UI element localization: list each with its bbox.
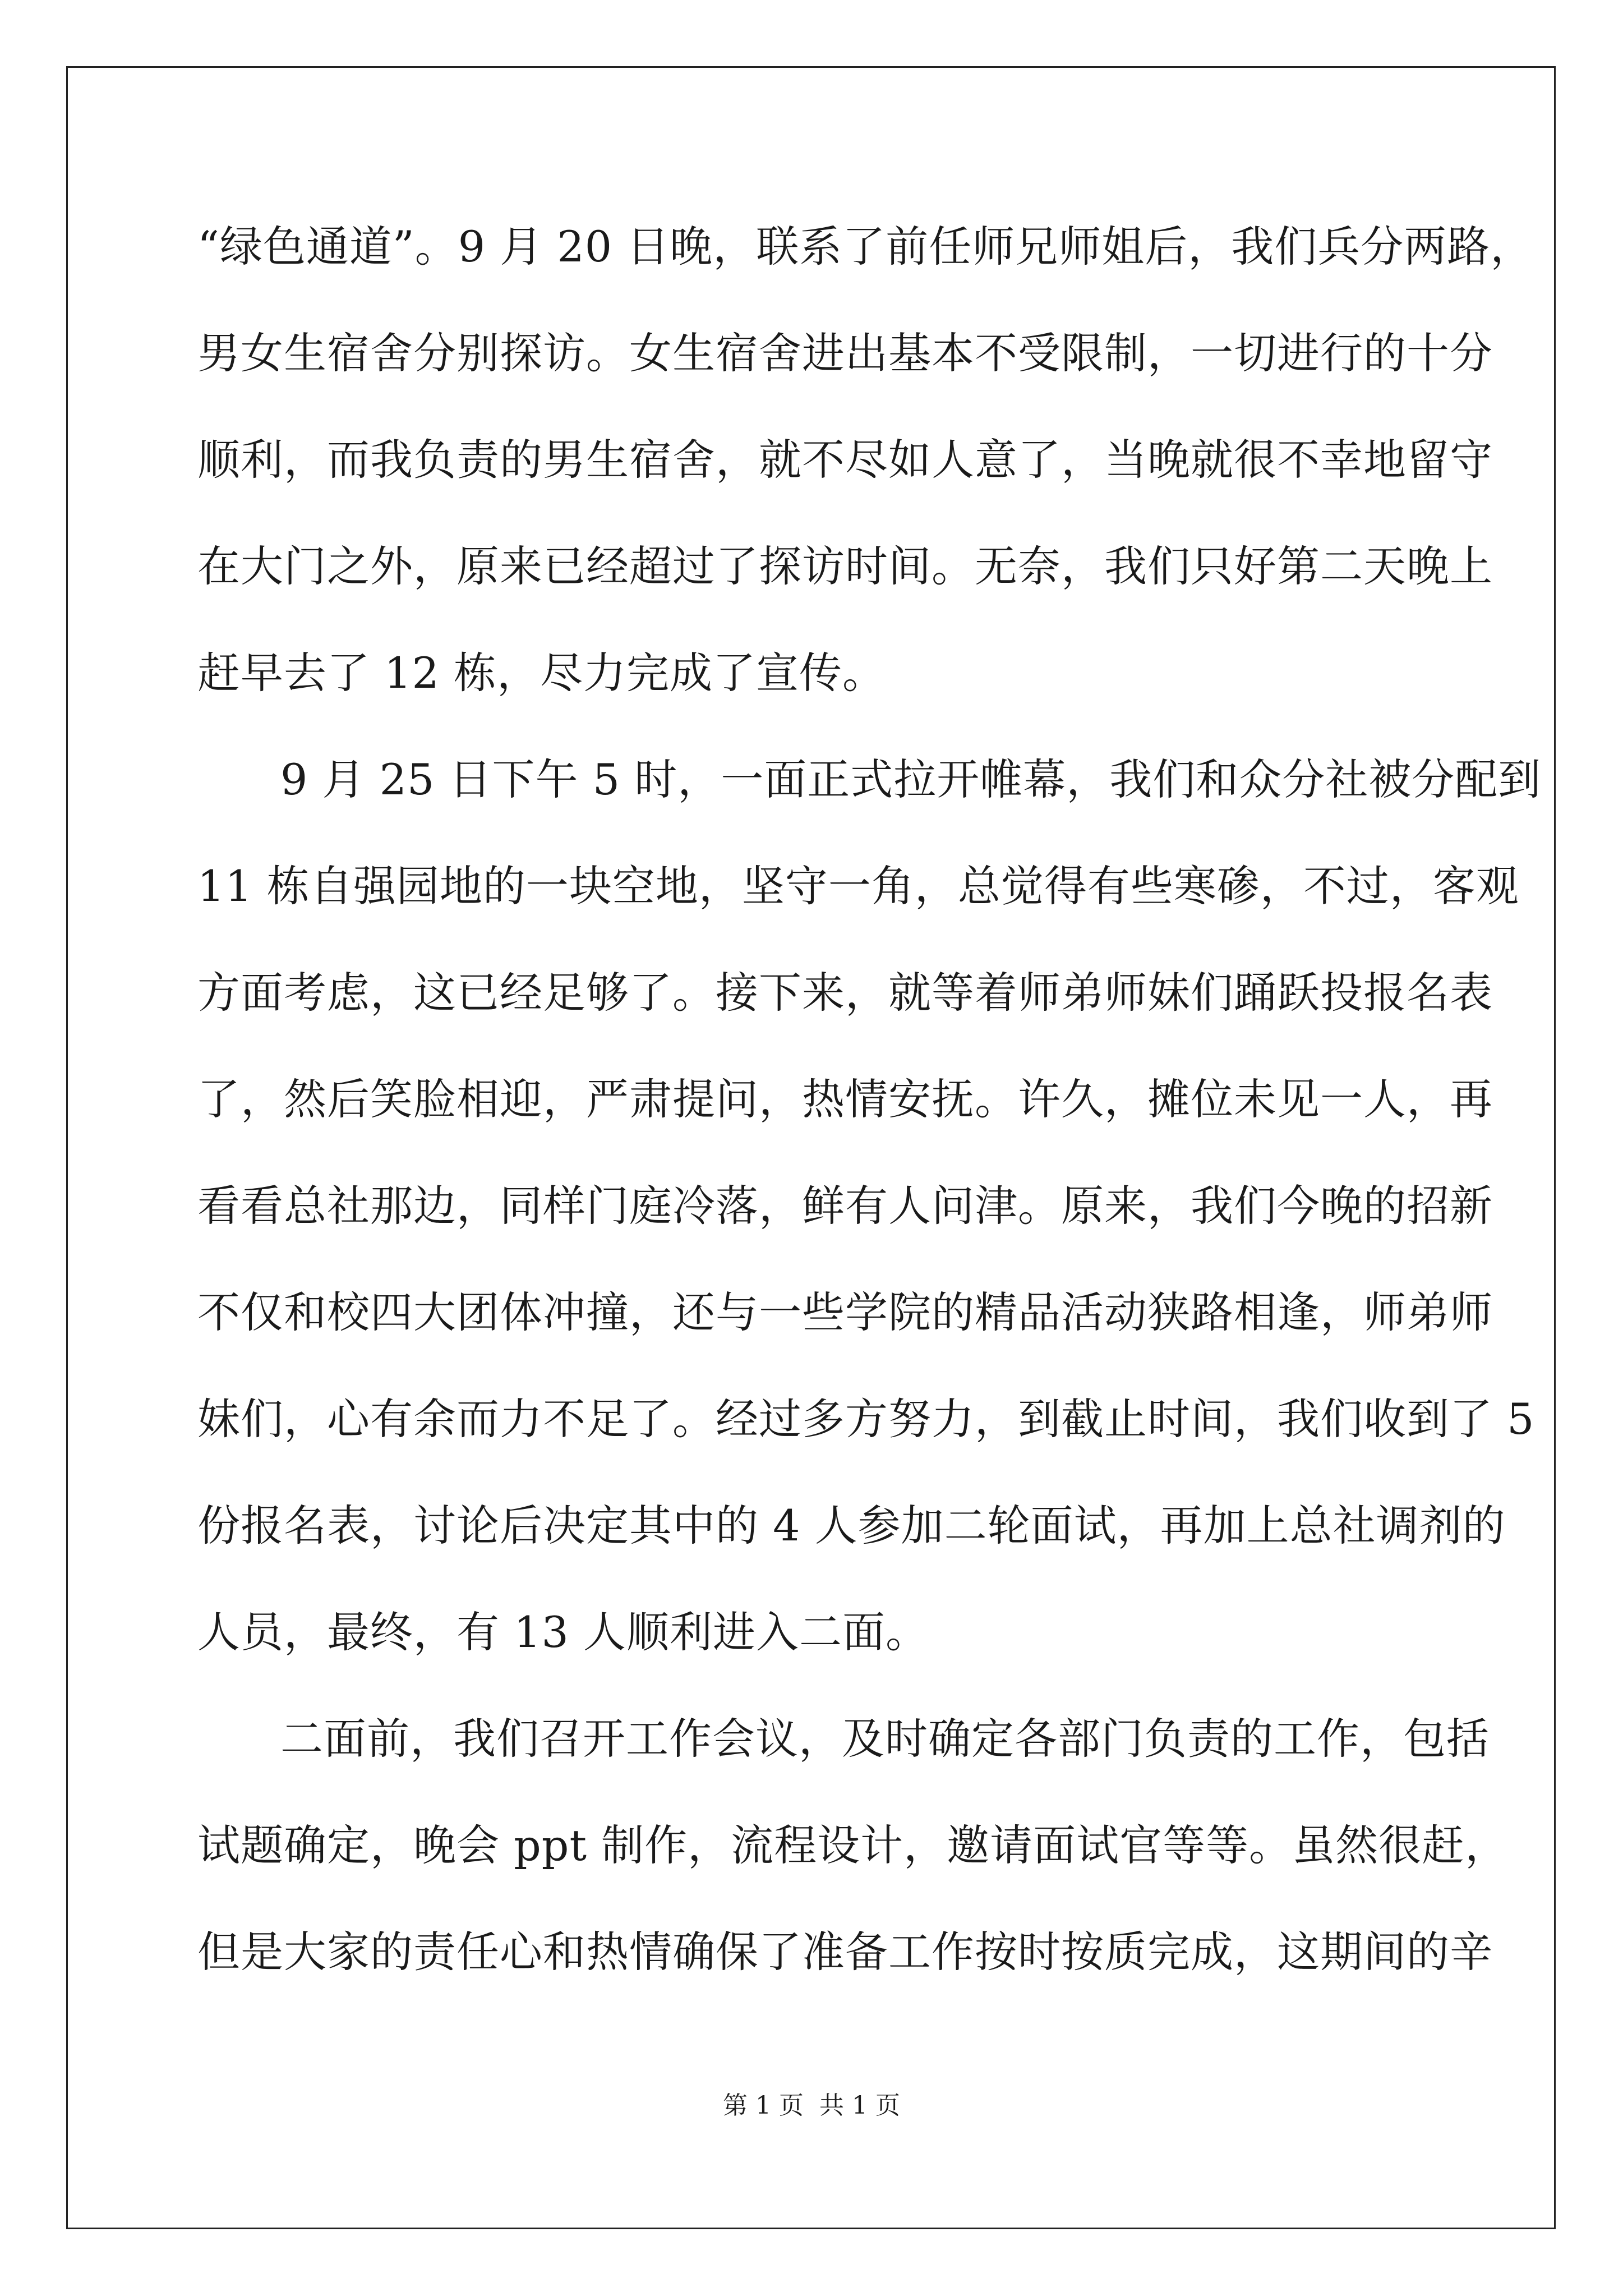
text-line: 了，然后笑脸相迎，严肃提问，热情安抚。许久，摊位未见一人，再	[197, 1074, 1493, 1124]
text-line: 但是大家的责任心和热情确保了准备工作按时按质完成，这期间的辛	[197, 1927, 1493, 1977]
text-line: “绿色通道”。9 月 20 日晚，联系了前任师兄师姐后，我们兵分两路，	[197, 222, 1534, 272]
text-line: 11 栋自强园地的一块空地，坚守一角，总觉得有些寒碜，不过，客观	[197, 861, 1519, 911]
text-line: 二面前，我们召开工作会议，及时确定各部门负责的工作，包括	[280, 1714, 1490, 1764]
text-line: 妹们，心有余而力不足了。经过多方努力，到截止时间，我们收到了 5	[197, 1394, 1535, 1444]
page-border	[66, 66, 1556, 2229]
text-line: 试题确定，晚会 ppt 制作，流程设计，邀请面试官等等。虽然很赶，	[197, 1820, 1509, 1870]
text-line: 男女生宿舍分别探访。女生宿舍进出基本不受限制，一切进行的十分	[197, 328, 1493, 378]
text-line: 看看总社那边，同样门庭冷落，鲜有人问津。原来，我们今晚的招新	[197, 1181, 1493, 1231]
text-line: 赶早去了 12 栋，尽力完成了宣传。	[197, 648, 886, 698]
text-line: 9 月 25 日下午 5 时，一面正式拉开帷幕，我们和众分社被分配到	[280, 754, 1542, 804]
text-line: 顺利，而我负责的男生宿舍，就不尽如人意了，当晚就很不幸地留守	[197, 435, 1493, 485]
text-line: 不仅和校四大团体冲撞，还与一些学院的精品活动狭路相逢，师弟师	[197, 1287, 1493, 1337]
page-footer: 第 1 页 共 1 页	[723, 2091, 900, 2120]
text-line: 份报名表，讨论后决定其中的 4 人参加二轮面试，再加上总社调剂的	[197, 1501, 1506, 1550]
text-line: 方面考虑，这已经足够了。接下来，就等着师弟师妹们踊跃投报名表	[197, 968, 1493, 1018]
text-line: 人员，最终，有 13 人顺利进入二面。	[197, 1607, 929, 1657]
text-line: 在大门之外，原来已经超过了探访时间。无奈，我们只好第二天晚上	[197, 541, 1493, 591]
